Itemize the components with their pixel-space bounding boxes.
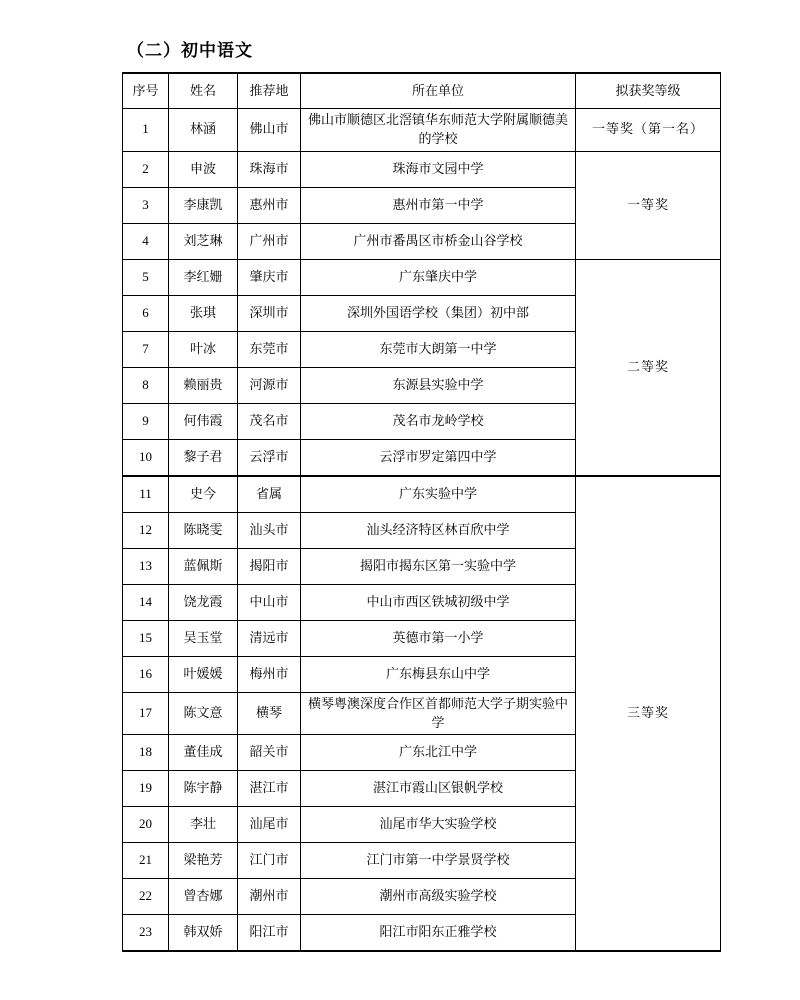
- name-cell: 黎子君: [169, 439, 238, 476]
- place-cell: 珠海市: [238, 151, 301, 187]
- name-cell: 史今: [169, 476, 238, 513]
- place-cell: 江门市: [238, 843, 301, 879]
- place-cell: 湛江市: [238, 771, 301, 807]
- name-cell: 陈文意: [169, 692, 238, 735]
- place-cell: 肇庆市: [238, 259, 301, 295]
- unit-cell: 东源县实验中学: [301, 367, 576, 403]
- serial-cell: 6: [123, 295, 169, 331]
- serial-cell: 23: [123, 915, 169, 952]
- unit-cell: 湛江市霞山区银帆学校: [301, 771, 576, 807]
- unit-cell: 英德市第一小学: [301, 620, 576, 656]
- name-cell: 曾杏娜: [169, 879, 238, 915]
- award-cell: 一等奖（第一名）: [576, 109, 721, 152]
- unit-cell: 揭阳市揭东区第一实验中学: [301, 548, 576, 584]
- unit-cell: 佛山市顺德区北滘镇华东师范大学附属顺德美的学校: [301, 109, 576, 152]
- name-cell: 李红姗: [169, 259, 238, 295]
- unit-cell: 横琴粤澳深度合作区首都师范大学子期实验中学: [301, 692, 576, 735]
- serial-cell: 1: [123, 109, 169, 152]
- unit-cell: 惠州市第一中学: [301, 187, 576, 223]
- place-cell: 梅州市: [238, 656, 301, 692]
- serial-cell: 17: [123, 692, 169, 735]
- award-cell: 一等奖: [576, 151, 721, 259]
- place-cell: 横琴: [238, 692, 301, 735]
- place-cell: 清远市: [238, 620, 301, 656]
- unit-cell: 广东梅县东山中学: [301, 656, 576, 692]
- serial-cell: 3: [123, 187, 169, 223]
- serial-cell: 21: [123, 843, 169, 879]
- unit-cell: 潮州市高级实验学校: [301, 879, 576, 915]
- serial-cell: 20: [123, 807, 169, 843]
- award-table-body: [123, 109, 721, 952]
- place-cell: 韶关市: [238, 735, 301, 771]
- column-header-award: 拟获奖等级: [576, 73, 721, 109]
- serial-cell: 11: [123, 476, 169, 513]
- serial-cell: 14: [123, 584, 169, 620]
- name-cell: 赖丽贵: [169, 367, 238, 403]
- column-header-serial: 序号: [123, 73, 169, 109]
- table-row: [123, 151, 721, 187]
- serial-cell: 19: [123, 771, 169, 807]
- serial-cell: 16: [123, 656, 169, 692]
- header-row: [123, 73, 721, 109]
- unit-cell: 江门市第一中学景贤学校: [301, 843, 576, 879]
- name-cell: 刘芝琳: [169, 223, 238, 259]
- place-cell: 佛山市: [238, 109, 301, 152]
- unit-cell: 广东实验中学: [301, 476, 576, 513]
- column-header-unit: 所在单位: [301, 73, 576, 109]
- name-cell: 陈晓雯: [169, 512, 238, 548]
- serial-cell: 5: [123, 259, 169, 295]
- place-cell: 汕头市: [238, 512, 301, 548]
- place-cell: 深圳市: [238, 295, 301, 331]
- name-cell: 李康凯: [169, 187, 238, 223]
- serial-cell: 9: [123, 403, 169, 439]
- unit-cell: 云浮市罗定第四中学: [301, 439, 576, 476]
- place-cell: 云浮市: [238, 439, 301, 476]
- name-cell: 叶冰: [169, 331, 238, 367]
- place-cell: 阳江市: [238, 915, 301, 952]
- place-cell: 揭阳市: [238, 548, 301, 584]
- name-cell: 申波: [169, 151, 238, 187]
- column-header-place: 推荐地: [238, 73, 301, 109]
- unit-cell: 中山市西区铁城初级中学: [301, 584, 576, 620]
- place-cell: 惠州市: [238, 187, 301, 223]
- table-row: [123, 109, 721, 152]
- serial-cell: 2: [123, 151, 169, 187]
- award-cell: 三等奖: [576, 476, 721, 952]
- serial-cell: 7: [123, 331, 169, 367]
- column-header-name: 姓名: [169, 73, 238, 109]
- table-row: [123, 476, 721, 513]
- name-cell: 梁艳芳: [169, 843, 238, 879]
- name-cell: 李壮: [169, 807, 238, 843]
- serial-cell: 12: [123, 512, 169, 548]
- award-table: [122, 72, 721, 952]
- award-cell: 二等奖: [576, 259, 721, 476]
- place-cell: 东莞市: [238, 331, 301, 367]
- section-title: （二）初中语文: [127, 41, 253, 60]
- serial-cell: 8: [123, 367, 169, 403]
- place-cell: 潮州市: [238, 879, 301, 915]
- name-cell: 饶龙霞: [169, 584, 238, 620]
- unit-cell: 广东肇庆中学: [301, 259, 576, 295]
- name-cell: 蓝佩斯: [169, 548, 238, 584]
- unit-cell: 汕尾市华大实验学校: [301, 807, 576, 843]
- unit-cell: 东莞市大朗第一中学: [301, 331, 576, 367]
- unit-cell: 深圳外国语学校（集团）初中部: [301, 295, 576, 331]
- serial-cell: 22: [123, 879, 169, 915]
- unit-cell: 广州市番禺区市桥金山谷学校: [301, 223, 576, 259]
- place-cell: 汕尾市: [238, 807, 301, 843]
- name-cell: 林涵: [169, 109, 238, 152]
- name-cell: 董佳成: [169, 735, 238, 771]
- place-cell: 茂名市: [238, 403, 301, 439]
- name-cell: 陈宇静: [169, 771, 238, 807]
- serial-cell: 10: [123, 439, 169, 476]
- name-cell: 何伟霞: [169, 403, 238, 439]
- place-cell: 中山市: [238, 584, 301, 620]
- place-cell: 省属: [238, 476, 301, 513]
- place-cell: 河源市: [238, 367, 301, 403]
- unit-cell: 阳江市阳东正雅学校: [301, 915, 576, 952]
- unit-cell: 汕头经济特区林百欣中学: [301, 512, 576, 548]
- serial-cell: 18: [123, 735, 169, 771]
- name-cell: 吴玉堂: [169, 620, 238, 656]
- serial-cell: 4: [123, 223, 169, 259]
- place-cell: 广州市: [238, 223, 301, 259]
- name-cell: 韩双娇: [169, 915, 238, 952]
- unit-cell: 广东北江中学: [301, 735, 576, 771]
- name-cell: 张琪: [169, 295, 238, 331]
- unit-cell: 珠海市文园中学: [301, 151, 576, 187]
- name-cell: 叶媛媛: [169, 656, 238, 692]
- table-row: [123, 259, 721, 295]
- serial-cell: 13: [123, 548, 169, 584]
- serial-cell: 15: [123, 620, 169, 656]
- unit-cell: 茂名市龙岭学校: [301, 403, 576, 439]
